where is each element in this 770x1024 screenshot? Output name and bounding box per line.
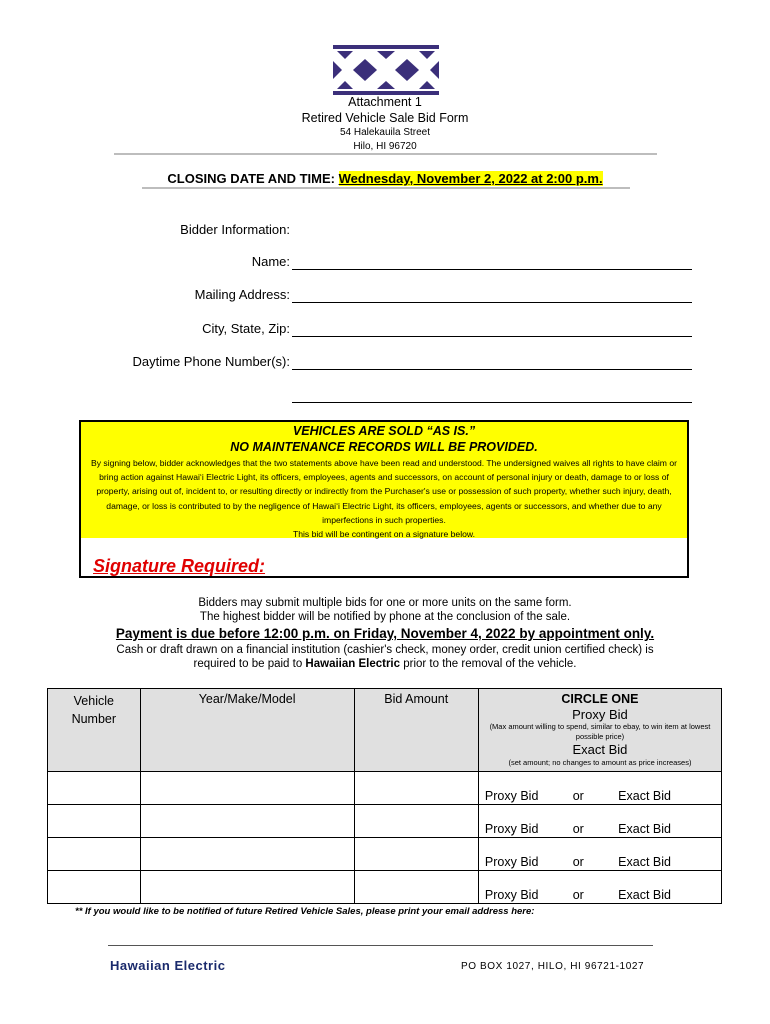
- payee-name: Hawaiian Electric: [305, 658, 401, 670]
- footer-divider: [108, 945, 653, 946]
- table-row: [48, 871, 722, 904]
- cash-note-post: prior to the removal of the vehicle.: [400, 658, 577, 670]
- closing-label: CLOSING DATE AND TIME:: [167, 171, 339, 186]
- year-make-model-cell[interactable]: [140, 772, 354, 805]
- circle-one-header: [478, 689, 721, 772]
- closing-value: Wednesday, November 2, 2022 at 2:00 p.m.: [338, 171, 603, 186]
- proxy-bid-option[interactable]: Proxy Bid: [484, 822, 539, 836]
- name-label: Name:: [251, 254, 290, 269]
- exact-bid-option[interactable]: Exact Bid: [618, 888, 671, 902]
- bid-amount-cell[interactable]: [354, 871, 478, 904]
- bid-table-header: [48, 689, 722, 772]
- name-field[interactable]: [292, 269, 692, 270]
- bid-amount-cell[interactable]: [354, 805, 478, 838]
- multiple-bids-note: Bidders may submit multiple bids for one or more units on the same form.: [198, 597, 572, 609]
- or-text: or: [572, 789, 584, 803]
- year-make-model-header: [140, 689, 354, 772]
- city-address: Hilo, HI 96720: [353, 141, 417, 152]
- circle-one-cell: [478, 838, 721, 871]
- vehicle-header-line2: Number: [71, 712, 117, 726]
- waiver-box: [79, 420, 689, 578]
- exact-bid-option[interactable]: Exact Bid: [618, 822, 671, 836]
- mailing-address-label: Mailing Address:: [194, 287, 290, 302]
- bid-table: [47, 688, 722, 904]
- or-text: or: [572, 888, 584, 902]
- phone-field[interactable]: [292, 369, 692, 370]
- proxy-bid-option[interactable]: Proxy Bid: [484, 888, 539, 902]
- waiver-body: By signing below, bidder acknowledges that the two statements above have been read and understood. The undersigned waives all rights to have claim or bring action against Hawai‘i Electric Light, its officers, employees, agents and successors, on account of personal injury or death, damage to or loss of property, arising out of, incident to, or resulting directly or indirectly from the Purchaser's use or possession of such property, whether such injury, death, damage, or loss is contributed to by the negligence of Hawai‘i Electric Light, its officers, employees, agents or successors, and whether due to any imperfections in such properties.: [90, 458, 677, 525]
- footer-address: PO BOX 1027, HILO, HI 96721-1027: [461, 961, 645, 972]
- bid-amount-cell[interactable]: [354, 772, 478, 805]
- no-records-heading: NO MAINTENANCE RECORDS WILL BE PROVIDED.: [230, 440, 538, 454]
- street-address: 54 Halekauila Street: [339, 127, 431, 138]
- waiver-text: [89, 456, 679, 541]
- proxy-bid-option[interactable]: Proxy Bid: [484, 789, 539, 803]
- exact-bid-title: Exact Bid: [572, 742, 628, 757]
- vehicle-number-cell[interactable]: [48, 772, 141, 805]
- as-is-heading: VEHICLES ARE SOLD “AS IS.”: [292, 424, 476, 438]
- vehicle-number-cell[interactable]: [48, 805, 141, 838]
- signature-required[interactable]: Signature Required:: [93, 556, 266, 576]
- cash-note: Cash or draft drawn on a financial institution (cashier's check, money order, credit union certified check) is: [116, 644, 654, 656]
- bid-amount-header: [354, 689, 478, 772]
- phone-field-2[interactable]: [292, 402, 692, 403]
- year-make-model-cell[interactable]: [140, 838, 354, 871]
- exact-bid-option[interactable]: Exact Bid: [618, 789, 671, 803]
- footer-brand: Hawaiian Electric: [110, 958, 226, 973]
- closing-divider: [142, 187, 630, 189]
- form-title: Retired Vehicle Sale Bid Form: [301, 111, 469, 125]
- circle-one-cell: [478, 805, 721, 838]
- vehicle-number-cell[interactable]: [48, 838, 141, 871]
- year-make-model-cell[interactable]: [140, 805, 354, 838]
- or-text: or: [572, 855, 584, 869]
- attachment-label: Attachment 1: [348, 95, 422, 109]
- proxy-bid-note: (Max amount willing to spend, similar to ebay, to win item at lowest possible price): [489, 722, 711, 741]
- table-row: [48, 838, 722, 871]
- exact-bid-note: (set amount; no changes to amount as price increases): [508, 758, 692, 767]
- vehicle-number-cell[interactable]: [48, 871, 141, 904]
- notify-note: The highest bidder will be notified by phone at the conclusion of the sale.: [199, 611, 571, 623]
- circle-one-cell: [478, 871, 721, 904]
- payment-due: Payment is due before 12:00 p.m. on Friday, November 4, 2022 by appointment only.: [115, 626, 655, 641]
- cash-note-pre: required to be paid to: [193, 658, 306, 670]
- exact-bid-option[interactable]: Exact Bid: [618, 855, 671, 869]
- waiver-highlight: [81, 422, 687, 538]
- proxy-bid-title: Proxy Bid: [572, 707, 628, 722]
- or-text: or: [572, 822, 584, 836]
- table-row: [48, 805, 722, 838]
- header-divider: [114, 153, 657, 155]
- city-state-zip-field[interactable]: [292, 336, 692, 337]
- vehicle-header-line1: Vehicle: [73, 694, 114, 708]
- hawaiian-electric-logo: [333, 45, 439, 95]
- cash-note-2: [0, 658, 770, 670]
- email-note: ** If you would like to be notified of future Retired Vehicle Sales, please print your email address here:: [75, 906, 535, 917]
- circle-one-title: CIRCLE ONE: [561, 692, 639, 706]
- city-state-zip-label: City, State, Zip:: [202, 321, 290, 336]
- mailing-address-field[interactable]: [292, 302, 692, 303]
- closing-date: [0, 171, 770, 186]
- bid-amount-cell[interactable]: [354, 838, 478, 871]
- contingent-text: This bid will be contingent on a signature below.: [292, 529, 475, 540]
- bidder-info-heading: Bidder Information:: [180, 222, 290, 237]
- circle-one-cell: [478, 772, 721, 805]
- table-row: [48, 772, 722, 805]
- phone-label: Daytime Phone Number(s):: [132, 354, 290, 369]
- proxy-bid-option[interactable]: Proxy Bid: [484, 855, 539, 869]
- vehicle-number-header: [48, 689, 141, 772]
- bid-amount-header-text: Bid Amount: [384, 692, 449, 706]
- ymm-header-text: Year/Make/Model: [198, 692, 296, 706]
- year-make-model-cell[interactable]: [140, 871, 354, 904]
